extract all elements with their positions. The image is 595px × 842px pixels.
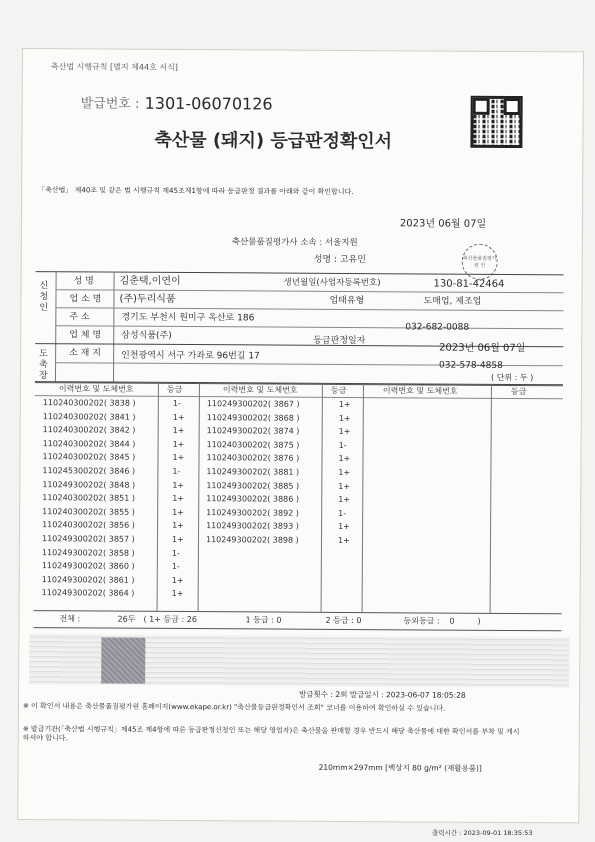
bizno: 130-81-42464 bbox=[433, 278, 505, 290]
slaughterhouse-name-label: 업 체 명 bbox=[69, 330, 102, 341]
mid-trace-number: 110249300202( 3868 ) bbox=[206, 412, 300, 423]
mid-trace-number: 110249300202( 3885 ) bbox=[206, 480, 300, 491]
seal-text: 축산물품질평가원 인 bbox=[462, 255, 497, 269]
out-grade-label: 등외등급 : bbox=[403, 616, 440, 626]
note-2: ※ 발급기관(「축산법 시행규칙」제45조 제4항에 따른 등급판정신청인 또는 해당 영업자)은 축산물을 판매할 경우 반드시 해당 축산물에 대한 확인서를 부착 및 게시하셔야 합니다. bbox=[22, 725, 520, 743]
left-grade: 1+ bbox=[172, 507, 184, 517]
mid-trace-number: 110240300202( 3876 ) bbox=[206, 453, 300, 464]
grade-1plus-total: ( 1+ 등급 : 26 bbox=[143, 614, 197, 625]
left-grade: 1+ bbox=[172, 494, 185, 504]
company-label: 업 소 명 bbox=[69, 294, 102, 305]
table-col-rule bbox=[321, 384, 323, 612]
mid-grade: 1+ bbox=[338, 399, 351, 410]
paper-spec: 210mm×297mm [백상지 80 g/m² (재활용품)] bbox=[318, 762, 482, 773]
mid-grade: 1+ bbox=[337, 535, 350, 546]
issue-info: 발급횟수 : 2회 발급일시 : 2023-06-07 18:05:28 bbox=[299, 689, 466, 700]
rule-row bbox=[55, 307, 563, 311]
table-col-rule bbox=[198, 383, 200, 611]
location-label: 소 재 지 bbox=[69, 348, 101, 359]
left-trace-number: 110240300202( 3841 ) bbox=[42, 411, 136, 422]
intro-text: 「축산법」 제40조 및 같은 법 시행규칙 제45조제1항에 따라 등급판정 결과를 아래와 같이 확인합니다. bbox=[38, 186, 354, 197]
left-grade: 1- bbox=[171, 548, 180, 558]
evaluator-institute: 축산물품질평가사 소속 : 서울지원 bbox=[231, 237, 358, 249]
left-grade: 1+ bbox=[172, 480, 185, 490]
mid-grade: 1+ bbox=[338, 467, 351, 478]
left-grade: 1+ bbox=[172, 439, 185, 449]
qr-code-icon bbox=[470, 96, 522, 148]
print-time: 출력시간 : 2023-09-01 18:35:53 bbox=[432, 829, 533, 837]
header-grade-1: 등급 bbox=[166, 384, 183, 394]
mid-grade: 1+ bbox=[338, 495, 351, 505]
mid-grade: 1+ bbox=[338, 522, 350, 532]
left-trace-number: 110240300202( 3842 ) bbox=[42, 425, 136, 435]
mid-grade: 1- bbox=[338, 508, 347, 518]
total-label: 전체 : bbox=[59, 614, 81, 624]
certificate-date: 2023년 06월 07일 bbox=[399, 218, 487, 230]
grade-1-total: 1 등급 : 0 bbox=[245, 615, 282, 625]
left-trace-number: 110240300202( 3851 ) bbox=[42, 493, 136, 503]
mid-grade: 1+ bbox=[338, 481, 351, 491]
applicant-name: 김춘택,이연이 bbox=[119, 275, 181, 287]
mid-grade: 1+ bbox=[338, 427, 351, 437]
unit-label: ( 단위 : 두 ) bbox=[490, 372, 534, 383]
mid-trace-number: 110240300202( 3875 ) bbox=[206, 439, 300, 450]
grading-date-label: 등급판정일자 bbox=[313, 335, 366, 347]
mid-grade: 1- bbox=[338, 440, 347, 450]
left-grade: 1+ bbox=[171, 575, 184, 585]
mid-trace-number: 110249300202( 3898 ) bbox=[205, 535, 299, 545]
header-grade-3: 등급 bbox=[510, 386, 527, 397]
slaughterhouse-address: 인천광역시 서구 가좌로 96번길 17 bbox=[121, 350, 260, 362]
left-trace-number: 110240300202( 3845 ) bbox=[42, 452, 136, 463]
table-col-rule bbox=[157, 383, 159, 611]
bizno-label: 생년월일(사업자등록번호) bbox=[283, 277, 381, 289]
left-trace-number: 110240300202( 3855 ) bbox=[42, 506, 135, 517]
mid-trace-number: 110249300202( 3893 ) bbox=[206, 521, 299, 532]
applicant-address: 경기도 부천시 원미구 옥산로 186 bbox=[121, 312, 255, 324]
left-grade: 1- bbox=[172, 398, 181, 408]
company-name: (주)두리식품 bbox=[119, 293, 176, 305]
certificate-sheet bbox=[17, 48, 584, 823]
table-col-rule bbox=[490, 385, 492, 613]
mid-trace-number: 110249300202( 3867 ) bbox=[206, 399, 300, 409]
left-grade: 1+ bbox=[172, 521, 184, 531]
table-col-rule bbox=[362, 384, 364, 612]
left-grade: 1+ bbox=[172, 426, 185, 436]
mid-grade: 1+ bbox=[338, 454, 351, 464]
header-trace-2: 이력번호 및 도체번호 bbox=[222, 385, 298, 395]
left-trace-number: 110249300202( 3861 ) bbox=[41, 574, 135, 585]
mid-grade: 1+ bbox=[338, 413, 351, 423]
mid-trace-number: 110249300202( 3881 ) bbox=[206, 467, 300, 477]
redacted-photo bbox=[101, 637, 145, 683]
issue-number: 1301-06070126 bbox=[144, 93, 273, 114]
left-trace-number: 110249300202( 3858 ) bbox=[41, 547, 135, 558]
left-grade: 1+ bbox=[172, 412, 185, 422]
slaughterhouse-name: 삼성식품(주) bbox=[121, 330, 172, 341]
header-trace-1: 이력번호 및 도체번호 bbox=[58, 384, 134, 394]
slaughterhouse-section-label: 도축장 bbox=[38, 349, 48, 382]
evaluator-name: 성명 : 고유민 bbox=[313, 254, 366, 266]
mid-trace-number: 110249300202( 3886 ) bbox=[206, 494, 300, 504]
slaughterhouse-phone: 032-578-4858 bbox=[439, 360, 503, 371]
applicant-section-label: 신청인 bbox=[39, 281, 49, 314]
left-grade: 1+ bbox=[171, 589, 184, 599]
applicant-phone: 032-682-0088 bbox=[405, 322, 470, 333]
left-trace-number: 110240300202( 3838 ) bbox=[42, 398, 136, 408]
applicant-address-label: 주 소 bbox=[69, 312, 90, 323]
totals-bottom-rule bbox=[33, 627, 561, 631]
form-reference: 축산법 시행규칙 [별지 제44호 서식] bbox=[50, 62, 178, 72]
grade-2-total: 2 등급 : 0 bbox=[325, 615, 362, 626]
left-trace-number: 110249300202( 3864 ) bbox=[41, 588, 135, 599]
left-trace-number: 110245300202( 3846 ) bbox=[42, 466, 136, 476]
left-trace-number: 110240300202( 3844 ) bbox=[42, 438, 136, 449]
table-bottom-rule bbox=[34, 610, 562, 614]
left-grade: 1- bbox=[172, 466, 181, 476]
totals-close: ) bbox=[477, 616, 481, 626]
left-trace-number: 110249300202( 3848 ) bbox=[42, 479, 136, 490]
left-trace-number: 110249300202( 3857 ) bbox=[41, 534, 135, 544]
header-grade-2: 등급 bbox=[330, 385, 347, 395]
left-trace-number: 110240300202( 3856 ) bbox=[42, 520, 135, 531]
document-title: 축산물 (돼지) 등급판정확인서 bbox=[154, 129, 393, 153]
mid-trace-number: 110249300202( 3892 ) bbox=[206, 507, 299, 518]
left-grade: 1+ bbox=[171, 534, 184, 544]
left-trace-number: 110249300202( 3860 ) bbox=[41, 561, 135, 571]
applicant-name-label: 성 명 bbox=[73, 276, 94, 287]
grading-date: 2023년 06월 07일 bbox=[439, 342, 526, 355]
left-grade: 1+ bbox=[172, 453, 185, 463]
note-1: ※ 이 확인서 내용은 축산물품질평가원 홈페이지(www.ekape.or.kr) "축산물등급판정확인서 조회" 코너를 이용하여 확인하실 수 있습니다. bbox=[22, 702, 446, 713]
issue-number-label: 발급번호 : bbox=[80, 96, 140, 112]
left-grade: 1- bbox=[171, 562, 180, 572]
header-trace-3: 이력번호 및 도체번호 bbox=[382, 386, 458, 396]
out-grade-total: 0 bbox=[449, 616, 455, 626]
biztype-label: 업태유형 bbox=[329, 295, 365, 307]
total-count: 26두 bbox=[117, 614, 136, 624]
rule-row bbox=[55, 325, 563, 329]
biztype: 도매업, 제조업 bbox=[423, 296, 482, 307]
mid-trace-number: 110249300202( 3874 ) bbox=[206, 426, 300, 436]
